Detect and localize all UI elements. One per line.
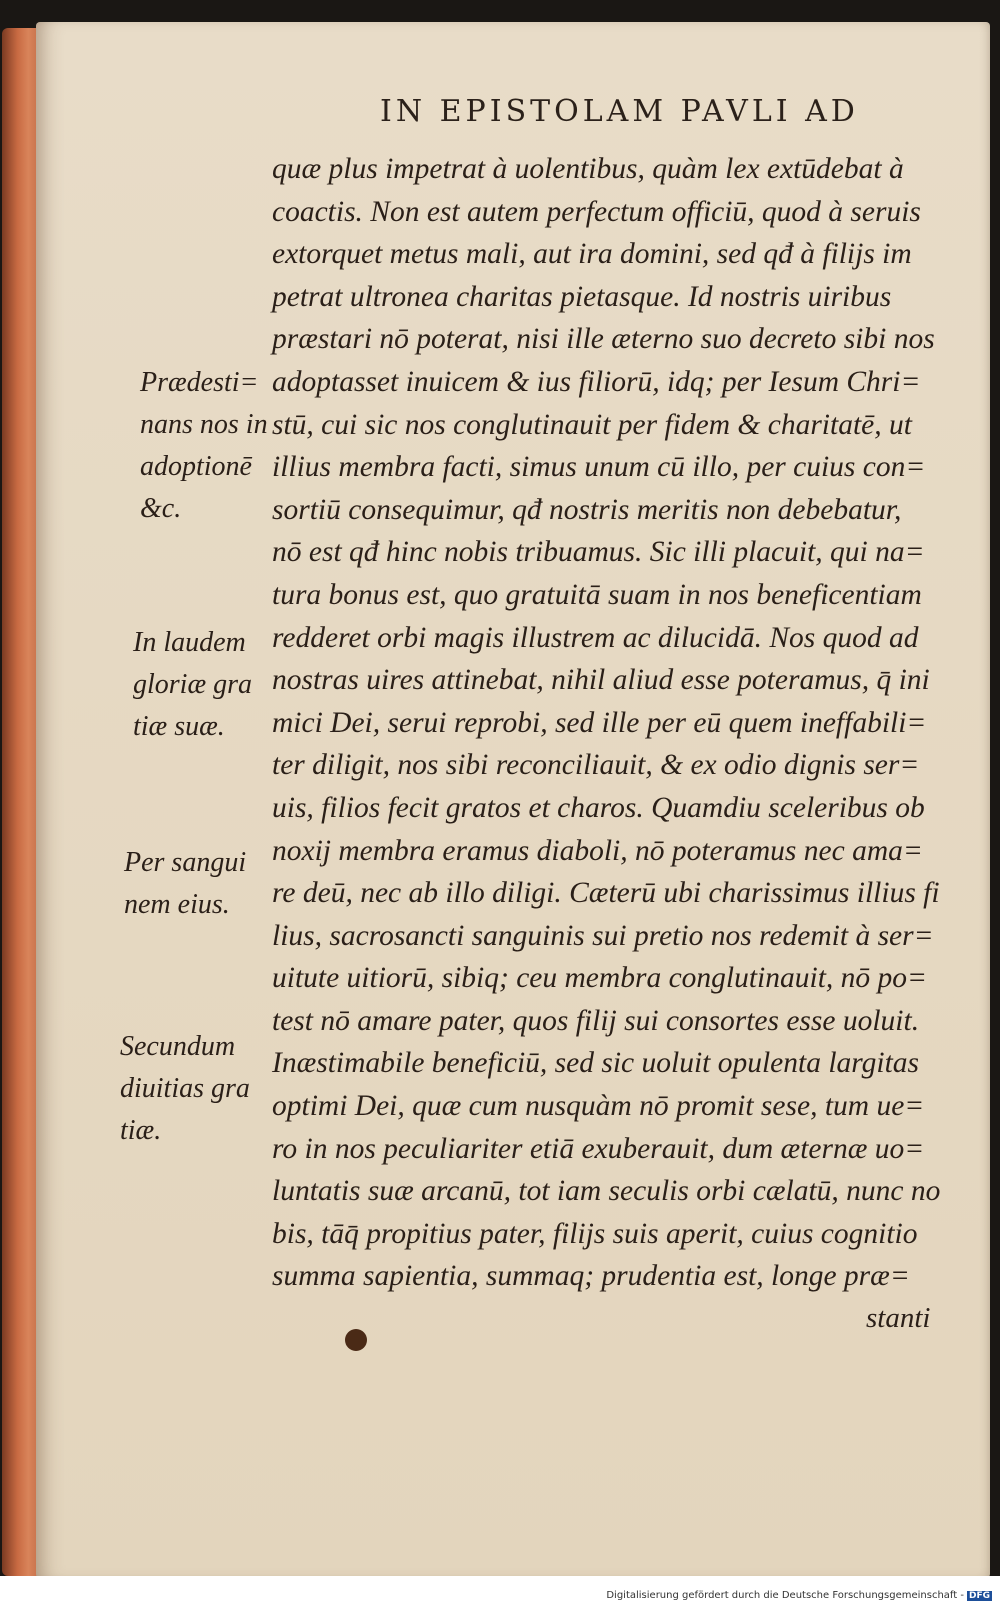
text-line: sortiū consequimur, qđ nostris meritis non debebatur, [272,493,902,526]
note-line: diuitias gra [120,1073,250,1104]
text-line: præstari nō poterat, nisi ille æterno suo decreto sibi nos [272,323,935,356]
text-line: Inæstimabile beneficiū, sed sic uoluit opulenta largitas [272,1047,920,1080]
text-line: uitute uitiorū, sibiq; ceu membra conglutinauit, nō po= [272,962,927,995]
text-line: coactis. Non est autem perfectum officiū, quod à seruis [272,195,921,228]
text-line: bis, tāq̄ propitius pater, filijs suis aperit, cuius cognitio [272,1217,918,1250]
note-line: tiæ. [120,1115,162,1146]
text-line: summa sapientia, summaq; prudentia est, longe præ= [272,1260,910,1293]
note-line: nem eius. [124,889,230,920]
note-line: Prædesti= [140,367,259,398]
text-line: illius membra facti, simus unum cū illo, per cuius con= [272,451,926,484]
text-line: test nō amare pater, quos filij sui consortes esse uoluit. [272,1004,920,1037]
text-line: re deū, nec ab illo diligi. Cæterū ubi charissimus illius fi [272,877,940,910]
running-head: IN EPISTOLAM PAVLI AD [380,94,859,129]
marginal-note-per-sanguinem [124,842,246,926]
text-line: lius, sacrosancti sanguinis sui pretio nos redemit à ser= [272,919,934,952]
text-line: extorquet metus mali, aut ira domini, sed qđ à filijs im [272,238,912,271]
text-line: ro in nos peculiariter etiā exuberauit, dum æternæ uo= [272,1132,925,1165]
text-line: tura bonus est, quo gratuitā suam in nos beneficentiam [272,578,922,611]
text-line: redderet orbi magis illustrem ac dilucidā. Nos quod ad [272,621,919,654]
note-line: In laudem [133,627,246,658]
note-line: Secundum [120,1031,236,1062]
note-line: nans nos in [140,409,268,440]
note-line: gloriæ gra [133,669,253,700]
note-line: Per sangui [124,847,247,878]
text-line: adoptasset inuicem & ius filiorū, idq; per Iesum Chri= [272,365,921,398]
text-line: stū, cui sic nos conglutinauit per fidem & charitatē, ut [272,408,912,441]
text-line: noxij membra eramus diaboli, nō poteramus nec ama= [272,834,923,867]
text-line: petrat ultronea charitas pietasque. Id nostris uiribus [272,280,892,313]
text-line: nō est qđ hinc nobis tribuamus. Sic illi placuit, qui na= [272,536,925,569]
text-line: nostras uires attinebat, nihil aliud esse poteramus, q̄ ini [272,664,930,697]
text-line: mici Dei, serui reprobi, sed ille per eū quem ineffabili= [272,706,927,739]
note-line: tiæ suæ. [133,711,225,742]
ink-stain [345,1329,367,1351]
marginal-note-predestinans [140,362,268,530]
credit-text: Digitalisierung gefördert durch die Deutsche Forschungsgemeinschaft - [606,1590,964,1601]
text-line: optimi Dei, quæ cum nusquàm nō promit sese, tum ue= [272,1090,925,1123]
note-line: adoptionē [140,451,252,482]
text-line: quæ plus impetrat à uolentibus, quàm lex extūdebat à [272,153,904,185]
marginal-note-secundum [120,1026,250,1152]
text-line: ter diligit, nos sibi reconciliauit, & ex odio dignis ser= [272,749,920,782]
catchword: stanti [866,1302,931,1334]
dfg-logo: DFG [968,1591,990,1601]
text-line: uis, filios fecit gratos et charos. Quamdiu sceleribus ob [272,791,925,824]
digitization-credit [606,1590,992,1601]
body-text [272,148,972,1298]
marginal-note-in-laudem [133,622,252,748]
note-line: &c. [140,493,182,524]
text-line: luntatis suæ arcanū, tot iam seculis orbi cælatū, nunc no [272,1175,941,1208]
